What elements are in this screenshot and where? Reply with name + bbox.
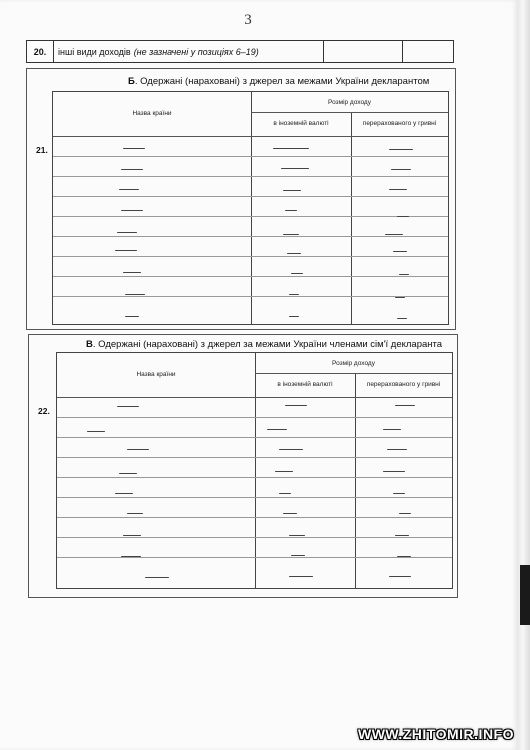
dash-mark [127, 513, 143, 514]
dash-mark [87, 431, 105, 432]
dash-mark [127, 449, 149, 450]
dash-mark [279, 493, 291, 494]
section-v-table [56, 352, 453, 589]
section-v-col-country: Назва країни [136, 371, 176, 378]
dash-mark [117, 232, 137, 233]
dash-mark [291, 555, 305, 556]
page-number: 3 [244, 12, 252, 28]
section-b-col-foreign: в іноземній валюті [273, 120, 329, 127]
row-20-note: (не зазначені у позиціях 6–19) [133, 46, 259, 57]
dash-mark [125, 316, 139, 317]
dash-mark [285, 405, 307, 406]
dash-mark [121, 210, 143, 211]
dash-mark [115, 250, 137, 251]
dash-mark [397, 216, 409, 217]
row-20-cell-foreign [324, 41, 403, 62]
dash-mark [119, 189, 139, 190]
dash-mark [389, 576, 411, 577]
dash-mark [289, 316, 299, 317]
dash-mark [283, 190, 301, 191]
section-v-col-uah: перерахованого у гривні [366, 381, 441, 388]
dash-mark [121, 556, 141, 557]
dash-mark [119, 473, 137, 474]
watermark: WWW.ZHITOMIR.INFO [358, 726, 514, 742]
dash-mark [123, 148, 145, 149]
section-b-col-amount: Розмір доходу [328, 99, 371, 106]
dash-mark [383, 471, 405, 472]
dash-mark [385, 234, 403, 235]
dash-mark [123, 272, 141, 273]
dash-mark [399, 274, 409, 275]
dash-mark [117, 406, 139, 407]
dash-mark [397, 318, 407, 319]
dash-mark [395, 405, 415, 406]
row-20-cell-uah [403, 41, 453, 62]
dash-mark [285, 210, 297, 211]
dash-mark [395, 297, 405, 298]
dash-mark [123, 535, 141, 536]
dash-mark [389, 189, 407, 190]
row-20 [26, 40, 454, 63]
scan-edge [518, 0, 530, 750]
dash-mark [115, 493, 133, 494]
dash-mark [267, 429, 287, 430]
dash-mark [283, 234, 299, 235]
section-v-title-text: . Одержані (нараховані) з джерел за межами України членами сім'ї декларанта [92, 339, 443, 350]
dash-mark [283, 513, 297, 514]
dash-mark [387, 449, 407, 450]
dash-mark [281, 168, 309, 169]
row-20-number: 20. [27, 41, 54, 62]
section-v-letter: В [86, 339, 93, 350]
dash-mark [289, 535, 305, 536]
dash-mark [389, 149, 413, 150]
row-20-label [54, 41, 324, 62]
dash-mark [291, 273, 303, 274]
dash-mark [289, 576, 313, 577]
section-b-title-text: . Одержані (нараховані) з джерел за межами України декларантом [134, 76, 430, 87]
dash-mark [397, 556, 411, 557]
dash-mark [391, 169, 411, 170]
section-b-table [52, 91, 449, 325]
section-v-col-amount: Розмір доходу [332, 360, 375, 367]
dash-mark [275, 471, 293, 472]
row-20-label-text: інші види доходів [58, 46, 131, 57]
dash-mark [279, 449, 303, 450]
section-b-letter: Б [128, 76, 135, 87]
dash-mark [395, 535, 409, 536]
dash-mark [393, 251, 407, 252]
dash-mark [273, 148, 309, 149]
section-b-col-uah: перерахованого у гривні [362, 120, 437, 127]
row-21-number: 21. [36, 145, 48, 155]
row-22-number: 22. [38, 406, 50, 416]
dash-mark [393, 493, 405, 494]
dash-mark [287, 253, 301, 254]
dash-mark [145, 577, 169, 578]
section-v-col-foreign: в іноземній валюті [277, 381, 333, 388]
dash-mark [399, 513, 411, 514]
section-v-title [86, 339, 442, 350]
section-b-title [128, 76, 429, 87]
dash-mark [125, 294, 145, 295]
dash-mark [383, 429, 401, 430]
dash-mark [289, 294, 299, 295]
section-b-col-country: Назва країни [132, 110, 172, 117]
dash-mark [121, 169, 143, 170]
